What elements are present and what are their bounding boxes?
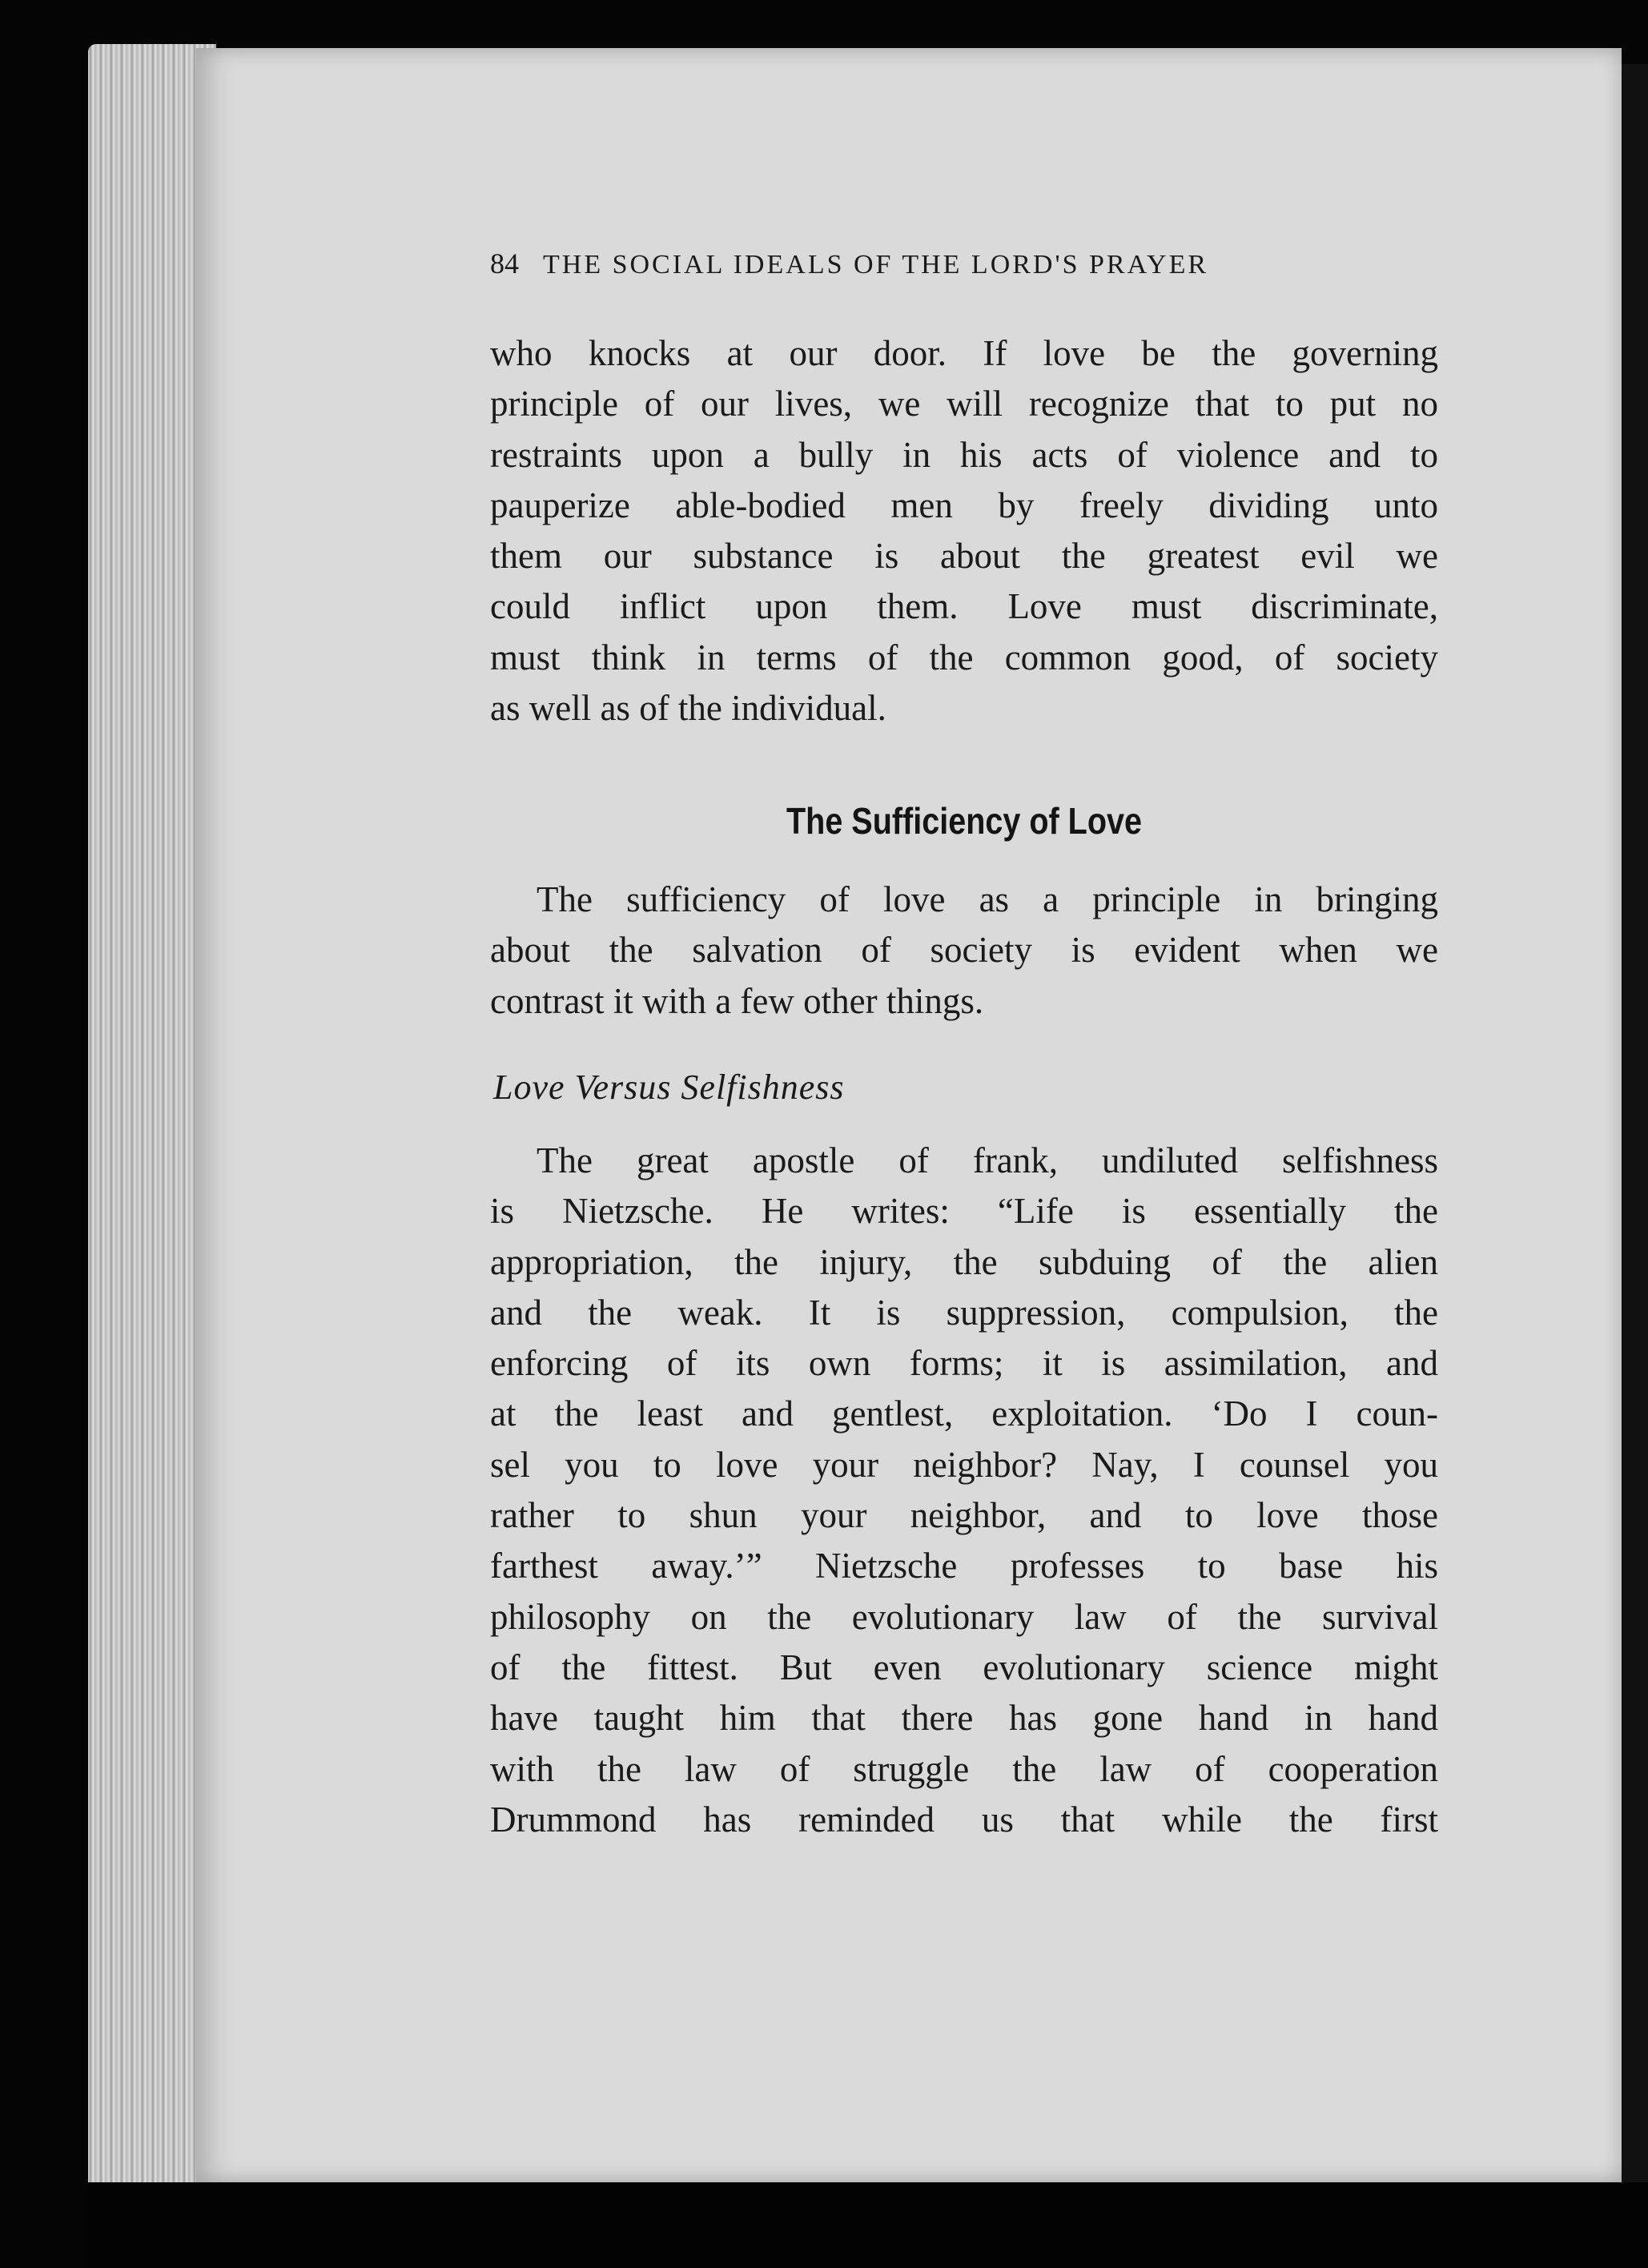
text-line: at the least and gentlest, exploitation. ‘Do I coun-: [490, 1393, 1438, 1434]
text-line: enforcing of its own forms; it is assimilation, and: [490, 1343, 1438, 1384]
text-line: contrast it with a few other things.: [490, 980, 984, 1021]
text-line: of the fittest. But even evolutionary science might: [490, 1647, 1438, 1687]
text-line: as well as of the individual.: [490, 688, 886, 729]
text-line: could inflict upon them. Love must discriminate,: [490, 586, 1438, 627]
text-line: must think in terms of the common good, of society: [490, 637, 1438, 678]
text-line: have taught him that there has gone hand in hand: [490, 1698, 1438, 1739]
text-line: farthest away.’” Nietzsche professes to base his: [490, 1546, 1438, 1586]
scan-border-right: [1622, 64, 1648, 2186]
text-line: philosophy on the evolutionary law of the survival: [490, 1596, 1438, 1637]
text-line: rather to shun your neighbor, and to love those: [490, 1495, 1438, 1536]
book-title: THE SOCIAL IDEALS OF THE LORD'S PRAYER: [543, 250, 1209, 279]
text-line: with the law of struggle the law of cooperation: [490, 1748, 1438, 1789]
text-line: and the weak. It is suppression, compulsion, the: [490, 1292, 1438, 1333]
text-line: them our substance is about the greatest evil we: [490, 536, 1438, 577]
text-line: restraints upon a bully in his acts of violence and to: [490, 434, 1438, 475]
subsection-heading: Love Versus Selfishness: [493, 1068, 845, 1107]
paragraph: [490, 875, 1438, 1027]
text-line: The great apostle of frank, undiluted selfishness: [537, 1140, 1438, 1180]
paragraph: [490, 328, 1438, 734]
scan-border-bottom: [88, 2182, 1648, 2268]
text-line: appropriation, the injury, the subduing of the alien: [490, 1241, 1438, 1282]
text-line: who knocks at our door. If love be the governing: [490, 333, 1438, 373]
text-line: The sufficiency of love as a principle in bringing: [537, 879, 1438, 919]
text-line: pauperize able-bodied men by freely dividing unto: [490, 485, 1438, 525]
section-heading: The Sufficiency of Love: [786, 800, 1143, 842]
text-line: is Nietzsche. He writes: “Life is essentially the: [490, 1191, 1438, 1232]
text-line: about the salvation of society is evident when we: [490, 930, 1438, 971]
paragraph: [490, 1136, 1438, 1845]
running-head: [490, 247, 1435, 280]
text-line: Drummond has reminded us that while the first: [490, 1799, 1438, 1840]
text-line: sel you to love your neighbor? Nay, I counsel you: [490, 1444, 1438, 1485]
page-number: 84: [490, 247, 519, 279]
text-line: principle of our lives, we will recognize that to put no: [490, 384, 1438, 424]
